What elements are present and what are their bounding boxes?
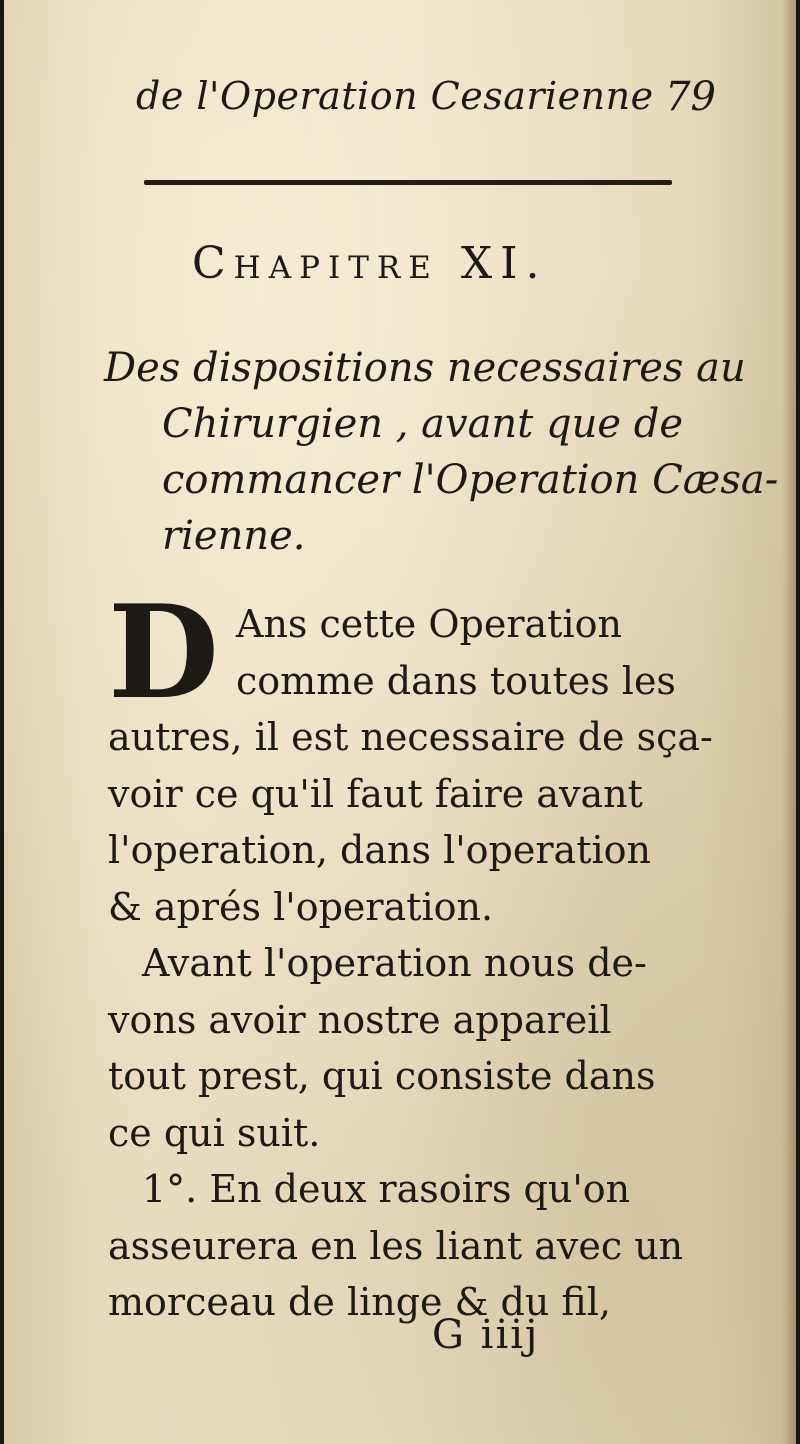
text-line: vons avoir nostre appareil [108, 997, 612, 1042]
text-line: Ans cette Operation [236, 602, 622, 646]
page-number: 79 [665, 74, 716, 120]
header-rule [144, 180, 672, 185]
body-text [108, 578, 713, 1331]
chapter-title-line: Chirurgien , avant que de [162, 401, 684, 447]
text-line: voir ce qu'il faut faire avant [108, 771, 643, 816]
text-line: ce qui suit. [108, 1110, 321, 1155]
text-line: comme dans toutes les [236, 658, 676, 703]
text-line: tout prest, qui consiste dans [108, 1054, 656, 1098]
chapter-heading: Chapitre XI. [192, 238, 548, 289]
text-line: autres, il est necessaire de sça- [108, 715, 713, 759]
book-page [4, 0, 796, 1444]
text-line: Avant l'operation nous de- [142, 941, 647, 985]
text-line: asseurera en les liant avec un [108, 1223, 684, 1268]
chapter-title [104, 340, 779, 564]
chapter-title-line: rienne. [162, 513, 306, 559]
text-line: 1°. En deux rasoirs qu'on [142, 1167, 631, 1211]
chapter-title-line: Des dispositions necessaires au [104, 345, 746, 391]
text-line: & aprés l'operation. [108, 884, 494, 929]
text-line: l'operation, dans l'operation [108, 828, 651, 872]
running-title: de l'Operation Cesarienne [136, 74, 654, 118]
running-head [136, 74, 716, 130]
text-line: morceau de linge & du fil, [108, 1280, 611, 1324]
chapter-title-line: commancer l'Operation Cæsa- [162, 457, 779, 503]
signature-mark: G iiij [432, 1312, 540, 1358]
drop-cap: D [108, 578, 219, 728]
